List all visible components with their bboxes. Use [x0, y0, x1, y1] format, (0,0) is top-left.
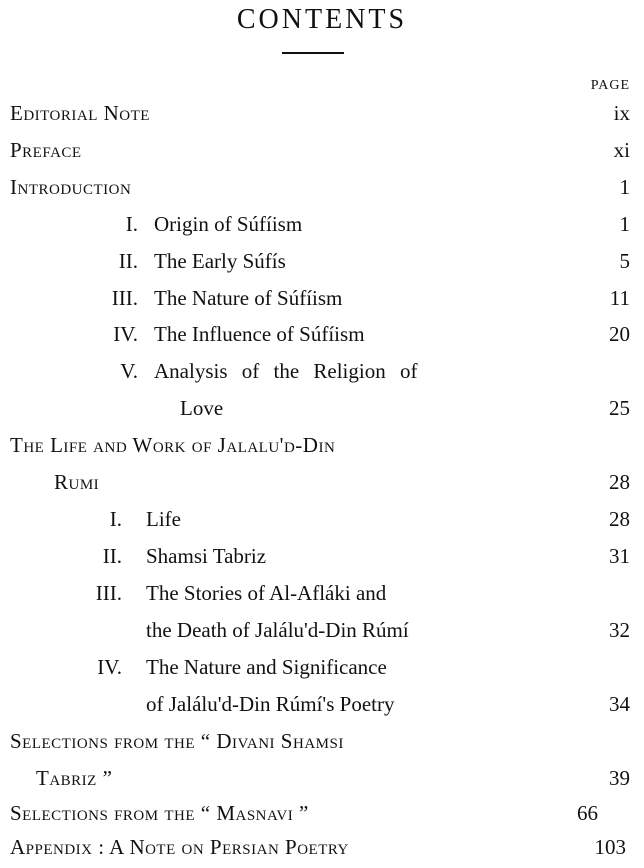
toc-entry-number: III.: [95, 581, 122, 605]
toc-entry-label-continued: Rumi: [54, 470, 100, 494]
toc-entry-introduction: [0, 170, 644, 204]
toc-entry-label: Analysis of the Religion of: [154, 359, 418, 383]
toc-entry-appendix: [0, 830, 644, 864]
toc-entry-page: 28: [609, 470, 630, 494]
toc-entry-page: 32: [609, 618, 630, 642]
toc-entry-page: 28: [609, 507, 630, 531]
toc-entry-page: 34: [609, 692, 630, 716]
toc-subentry-influence-of-sufiism: [0, 317, 644, 351]
toc-entry-number: IV.: [113, 322, 138, 346]
toc-entry-page: 39: [609, 766, 630, 790]
toc-subentry-stories-of-al-aflaki: [0, 576, 644, 610]
toc-entry-label: Selections from the “ Divani Shamsi: [10, 729, 344, 753]
toc-entry-number: II.: [118, 249, 138, 273]
toc-entry-label: The Nature and Significance: [146, 655, 387, 679]
toc-entry-label: Selections from the “ Masnavi ”: [10, 801, 309, 825]
toc-entry-label-continued: the Death of Jalálu'd-Din Rúmí: [146, 618, 409, 642]
toc-entry-label: The Stories of Al-Afláki and: [146, 581, 387, 605]
toc-subentry-shamsi-tabriz: [0, 539, 644, 573]
toc-entry-label: Origin of Súfíism: [154, 212, 303, 236]
toc-entry-label: Life: [146, 507, 181, 531]
toc-entry-selections-masnavi: [0, 796, 644, 830]
toc-subentry-nature-of-sufiism: [0, 281, 644, 315]
toc-entry-number: I.: [109, 507, 122, 531]
toc-entry-continuation: [0, 391, 644, 425]
toc-entry-page: ix: [613, 101, 630, 125]
toc-subentry-origin-of-sufiism: [0, 207, 644, 241]
toc-entry-label-continued: Tabriz ”: [36, 766, 113, 790]
toc-entry-label: Shamsi Tabriz: [146, 544, 267, 568]
toc-entry-page: 20: [609, 322, 630, 346]
toc-entry-continuation: [0, 761, 644, 795]
toc-entry-page: 5: [619, 249, 630, 273]
toc-entry-editorial-note: [0, 96, 644, 130]
toc-entry-page: 11: [609, 286, 630, 310]
toc-entry-label: Preface: [10, 138, 82, 162]
toc-entry-number: III.: [111, 286, 138, 310]
toc-subentry-analysis-religion-of-love: [0, 354, 644, 388]
toc-entry-number: II.: [102, 544, 122, 568]
toc-entry-label-continued: of Jalálu'd-Din Rúmí's Poetry: [146, 692, 395, 716]
toc-entry-number: IV.: [97, 655, 122, 679]
toc-entry-page: 25: [609, 396, 630, 420]
toc-entry-label: The Life and Work of Jalalu'd-Din: [10, 433, 336, 457]
toc-entry-label: Appendix : A Note on Persian Poetry: [10, 835, 349, 859]
toc-entry-page: 103: [594, 835, 626, 859]
toc-entry-label: Editorial Note: [10, 101, 150, 125]
toc-entry-continuation: [0, 613, 644, 647]
toc-entry-label: Introduction: [10, 175, 132, 199]
toc-entry-continuation: [0, 465, 644, 499]
toc-entry-page: 1: [619, 175, 630, 199]
toc-entry-label: The Influence of Súfíism: [154, 322, 365, 346]
toc-entry-page: 31: [609, 544, 630, 568]
toc-entry-life-and-work: [0, 428, 644, 462]
toc-subentry-nature-and-significance: [0, 650, 644, 684]
toc-entry-number: I.: [125, 212, 138, 236]
toc-entry-continuation: [0, 687, 644, 721]
toc-subentry-life: [0, 502, 644, 536]
toc-entry-page: xi: [613, 138, 630, 162]
toc-entry-page: 66: [577, 801, 598, 825]
toc-entry-preface: [0, 133, 644, 167]
page-column-header: PAGE: [590, 78, 630, 93]
page-title: CONTENTS: [236, 4, 408, 35]
toc-entry-label-continued: Love: [180, 396, 224, 420]
toc-entry-label: The Early Súfís: [154, 249, 286, 273]
toc-entry-selections-divani: [0, 724, 644, 758]
toc-subentry-early-sufis: [0, 244, 644, 278]
toc-entry-page: 1: [619, 212, 630, 236]
toc-entry-number: V.: [120, 359, 138, 383]
toc-entry-label: The Nature of Súfíism: [154, 286, 343, 310]
